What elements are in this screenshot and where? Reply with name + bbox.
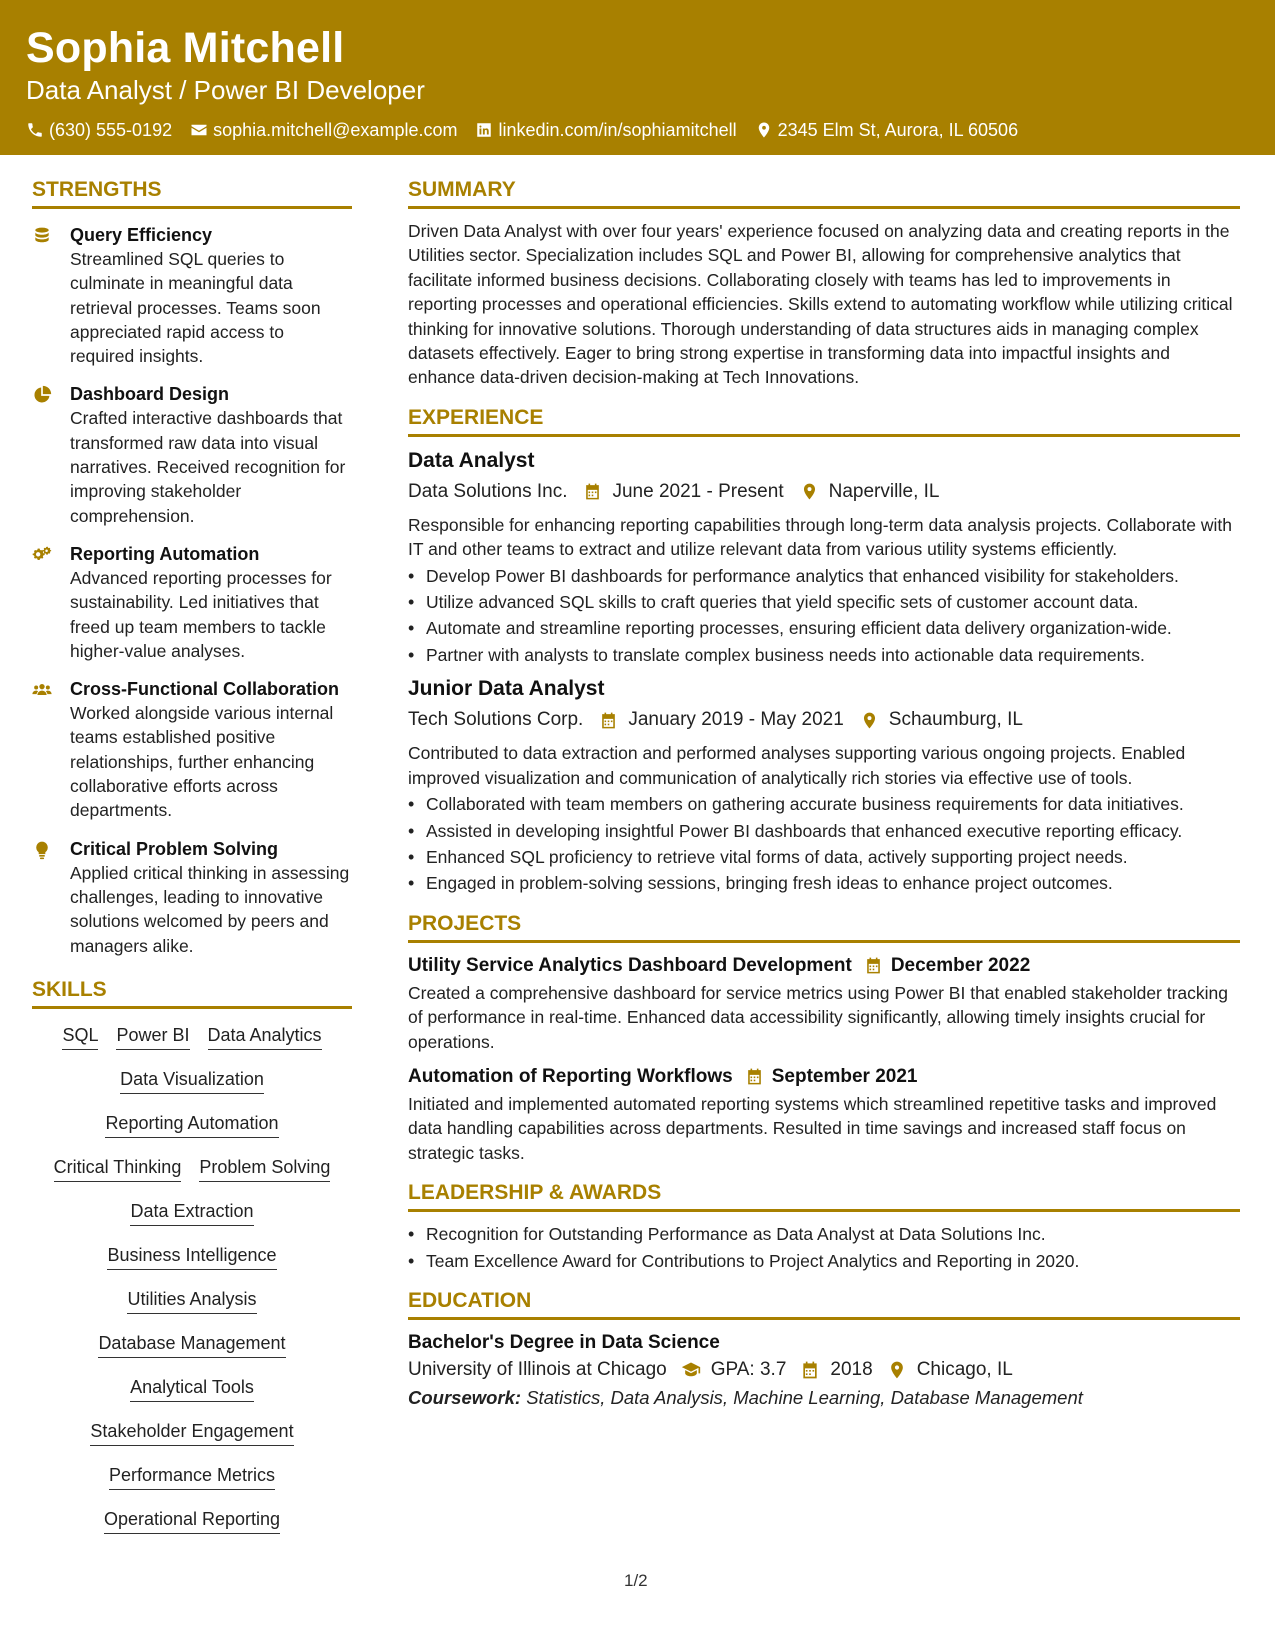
list-item: • Utilize advanced SQL skills to craft queries that yield specific sets of customer account data. xyxy=(408,590,1240,614)
calendar-icon xyxy=(800,1360,820,1380)
project-description: Initiated and implemented automated reporting systems which streamlined repetitive tasks and improved data handling capabilities across departments. Resulted in time savings and increased staff focus on strategic tasks. xyxy=(408,1093,1217,1163)
coursework xyxy=(408,1384,1240,1412)
strength-name: Cross-Functional Collaboration xyxy=(70,679,340,700)
project-entry xyxy=(408,953,1240,1054)
strength-item xyxy=(32,223,352,368)
job-location: Schaumburg, IL xyxy=(888,709,1023,731)
location-pin-icon xyxy=(887,1360,907,1380)
skill-tag: Business Intelligence xyxy=(107,1243,276,1270)
strength-item xyxy=(32,677,352,822)
project-description: Created a comprehensive dashboard for service metrics using Power BI that enabled stakeholder tracking of performance in real-time. Enhanced data accessibility significantly, allowing timely insights crucial for operations. xyxy=(408,982,1229,1052)
list-item: • Partner with analysts to translate complex business needs into actionable data requirements. xyxy=(408,643,1240,667)
list-item: • Engaged in problem-solving sessions, bringing fresh ideas to enhance project outcomes. xyxy=(408,871,1240,895)
strength-desc: Streamlined SQL queries to culminate in meaningful data retrieval processes. Teams soon appreciated rapid access to required insights. xyxy=(70,249,321,367)
strength-name: Critical Problem Solving xyxy=(70,838,279,859)
location-pin-icon xyxy=(800,482,819,501)
strength-name: Reporting Automation xyxy=(70,543,260,564)
strength-desc: Applied critical thinking in assessing challenges, leading to innovative solutions welcomed by peers and managers alike. xyxy=(70,862,350,956)
skill-tag: Data Visualization xyxy=(120,1067,264,1094)
job-entry xyxy=(408,447,1240,667)
job-description: Responsible for enhancing reporting capabilities through long-term data analysis projects. Collaborate with IT and other teams to extract and utilize relevant data from various utility systems efficiently. xyxy=(408,514,1232,560)
location-pin-icon xyxy=(755,121,773,139)
project-name: Automation of Reporting Workflows xyxy=(408,1065,733,1087)
skills-heading: SKILLS xyxy=(32,976,352,1009)
experience-heading: EXPERIENCE xyxy=(408,404,1240,437)
awards-list xyxy=(408,1222,1240,1273)
candidate-name: Sophia Mitchell xyxy=(26,24,345,72)
phone-icon xyxy=(26,121,44,139)
project-entry xyxy=(408,1064,1240,1165)
skill-tag: Operational Reporting xyxy=(104,1507,280,1534)
skill-tag: Stakeholder Engagement xyxy=(90,1419,293,1446)
degree: Bachelor's Degree in Data Science xyxy=(408,1331,720,1353)
school-name: University of Illinois at Chicago xyxy=(408,1358,667,1380)
education-heading: EDUCATION xyxy=(408,1287,1240,1320)
pie-chart-icon xyxy=(32,385,52,405)
list-item: • Enhanced SQL proficiency to retrieve vital forms of data, actively supporting project needs. xyxy=(408,845,1240,869)
list-item: • Team Excellence Award for Contributions to Project Analytics and Reporting in 2020. xyxy=(408,1249,1240,1273)
project-date: September 2021 xyxy=(771,1065,918,1087)
coursework-list: Statistics, Data Analysis, Machine Learning, Database Management xyxy=(526,1386,1083,1408)
database-icon xyxy=(32,226,52,246)
job-dates: June 2021 - Present xyxy=(612,480,784,502)
strength-name: Dashboard Design xyxy=(70,384,230,405)
strength-desc: Worked alongside various internal teams established positive relationships, further enhancing collaborative efforts across departments. xyxy=(70,703,334,821)
calendar-icon xyxy=(864,956,883,975)
skill-tag: Power BI xyxy=(116,1023,189,1050)
grad-year: 2018 xyxy=(830,1358,873,1380)
job-bullets xyxy=(408,564,1240,668)
skill-tag: SQL xyxy=(62,1023,98,1050)
strength-item xyxy=(32,542,352,663)
graduation-cap-icon xyxy=(681,1360,701,1380)
strengths-heading: STRENGTHS xyxy=(32,176,352,209)
contact-address xyxy=(755,118,1019,142)
skill-tag: Data Analytics xyxy=(208,1023,322,1050)
skill-tag: Database Management xyxy=(98,1331,285,1358)
list-item: • Develop Power BI dashboards for performance analytics that enhanced visibility for stakeholders. xyxy=(408,564,1240,588)
job-bullets xyxy=(408,792,1240,896)
skill-tag: Reporting Automation xyxy=(105,1111,278,1138)
skill-tag: Utilities Analysis xyxy=(127,1287,256,1314)
users-icon xyxy=(32,680,52,700)
contact-bar xyxy=(26,118,1249,142)
job-description: Contributed to data extraction and performed analyses supporting various ongoing projects. Enabled improved visualization and communication of analytically rich stories via effective use of tools. xyxy=(408,743,1186,788)
project-name: Utility Service Analytics Dashboard Development xyxy=(408,954,852,976)
address-text: 2345 Elm St, Aurora, IL 60506 xyxy=(777,120,1019,140)
list-item: • Assisted in developing insightful Power BI dashboards that enhanced executive reporting efficacy. xyxy=(408,819,1240,843)
gears-icon xyxy=(32,545,52,565)
gpa: GPA: 3.7 xyxy=(710,1358,787,1380)
strength-item xyxy=(32,382,352,527)
job-entry xyxy=(408,675,1240,895)
list-item: • Collaborated with team members on gathering accurate business requirements for data initiatives. xyxy=(408,792,1240,816)
skill-tag: Data Extraction xyxy=(130,1199,253,1226)
summary-heading: SUMMARY xyxy=(408,176,1240,209)
linkedin-text: linkedin.com/in/sophiamitchell xyxy=(498,120,737,140)
projects-heading: PROJECTS xyxy=(408,910,1240,943)
left-column xyxy=(32,176,352,1534)
linkedin-icon xyxy=(475,121,493,139)
page-number: 1/2 xyxy=(624,1571,648,1590)
skill-tag: Performance Metrics xyxy=(109,1463,275,1490)
email-text: sophia.mitchell@example.com xyxy=(213,120,458,140)
strength-desc: Advanced reporting processes for sustainability. Led initiatives that freed up team members to tackle higher-value analyses. xyxy=(70,567,332,661)
skill-tag: Critical Thinking xyxy=(54,1155,182,1182)
job-company: Tech Solutions Corp. xyxy=(408,709,584,731)
resume-header xyxy=(0,0,1275,155)
calendar-icon xyxy=(583,482,602,501)
job-title: Junior Data Analyst xyxy=(408,677,605,701)
awards-heading: LEADERSHIP & AWARDS xyxy=(408,1179,1240,1212)
list-item: • Automate and streamline reporting processes, ensuring efficient data delivery organization-wide. xyxy=(408,616,1240,640)
skill-tag: Analytical Tools xyxy=(130,1375,254,1402)
summary-text: Driven Data Analyst with over four years' experience focused on analyzing data and creating reports in the Utilities sector. Specialization includes SQL and Power BI, allowing for comprehensive analytics that facilitate informed business decisions. Collaborating closely with teams has led to improvements in reporting processes and operational efficiencies. Skills extend to automating workflow while utilizing critical thinking for innovative solutions. Thorough understanding of data structures aids in managing complex datasets effectively. Eager to bring strong expertise in transforming data into impactful insights and enhance data-driven decision-making at Tech Innovations. xyxy=(408,221,1233,388)
strength-item xyxy=(32,837,352,958)
job-title: Data Analyst xyxy=(408,448,535,472)
location-pin-icon xyxy=(860,711,879,730)
envelope-icon xyxy=(190,121,208,139)
candidate-title: Data Analyst / Power BI Developer xyxy=(26,75,425,105)
skill-tag: Problem Solving xyxy=(199,1155,330,1182)
phone-text: (630) 555-0192 xyxy=(49,120,173,140)
calendar-icon xyxy=(745,1067,764,1086)
project-date: December 2022 xyxy=(890,954,1031,976)
school-location: Chicago, IL xyxy=(916,1358,1013,1380)
skills-list xyxy=(32,1023,352,1534)
calendar-icon xyxy=(599,711,618,730)
contact-linkedin[interactable] xyxy=(475,118,736,142)
contact-email[interactable] xyxy=(190,118,457,142)
contact-phone[interactable] xyxy=(26,118,172,142)
job-company: Data Solutions Inc. xyxy=(408,480,568,502)
lightbulb-icon xyxy=(32,840,52,860)
strength-desc: Crafted interactive dashboards that transformed raw data into visual narratives. Received recognition for improving stakeholder comprehension. xyxy=(70,408,346,526)
list-item: • Recognition for Outstanding Performance as Data Analyst at Data Solutions Inc. xyxy=(408,1222,1240,1246)
job-location: Naperville, IL xyxy=(828,480,940,502)
right-column xyxy=(408,176,1240,1412)
job-dates: January 2019 - May 2021 xyxy=(628,709,844,731)
coursework-label: Coursework: xyxy=(408,1386,522,1408)
strength-name: Query Efficiency xyxy=(70,225,213,245)
